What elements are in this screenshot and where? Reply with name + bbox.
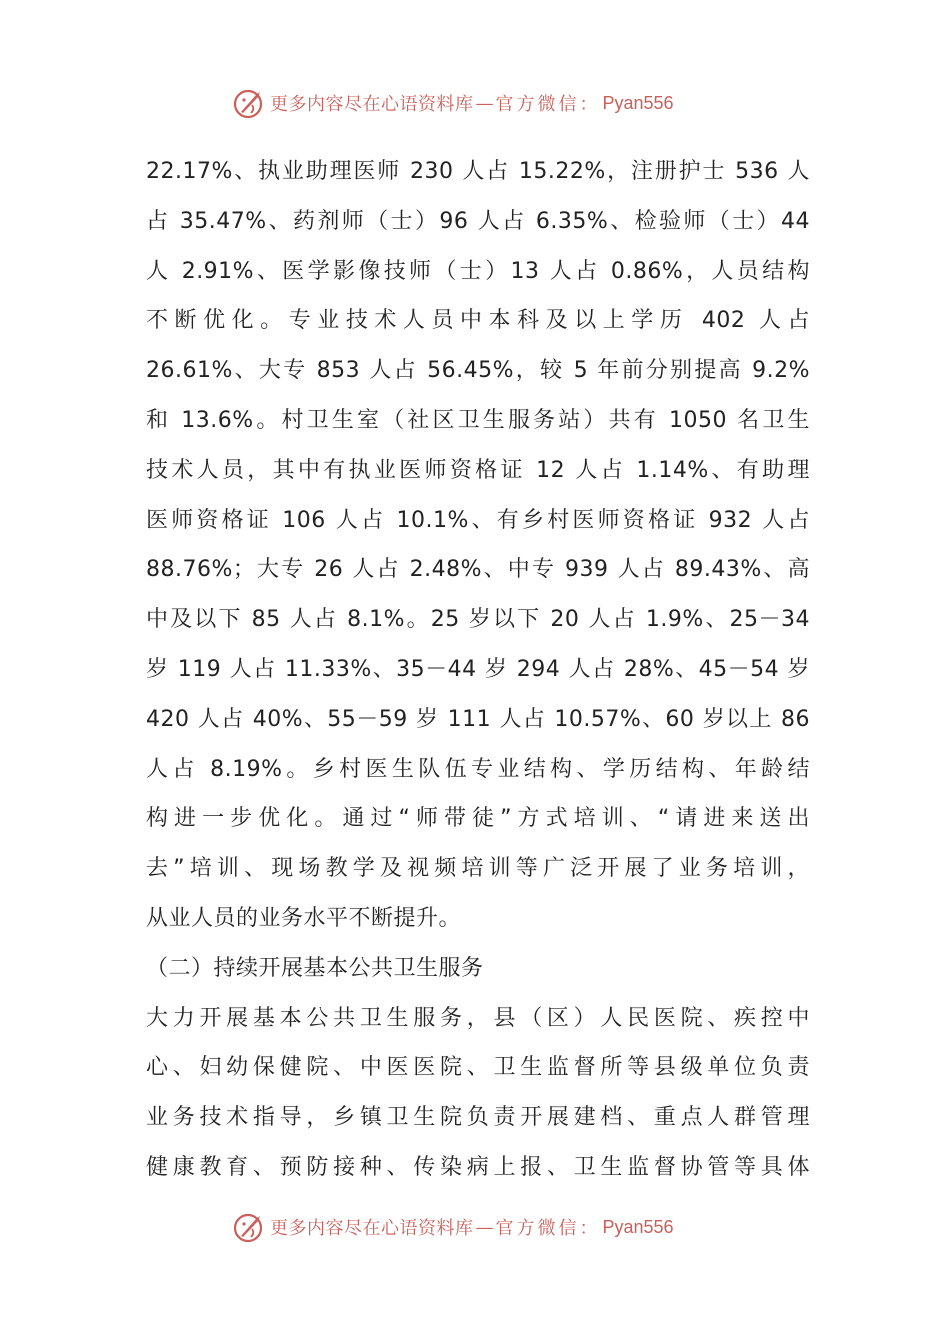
body-text [146,147,810,1193]
watermark-dash: — [475,92,494,114]
text-line: 医师资格证 106 人占 10.1%、有乡村医师资格证 932 人占 [146,507,810,533]
text-line: 22.17%、执业助理医师 230 人占 15.22%，注册护士 536 人 [146,159,810,184]
text-line: 占 35.47%、药剂师（士）96 人占 6.35%、检验师（士）44 [146,208,810,234]
text-line: 从业人员的业务水平不断提升。 [146,905,462,931]
watermark-text: 更多内容尽在心语资料库 [270,1218,474,1239]
section-heading: （二）持续开展基本公共卫生服务 [146,955,484,981]
watermark-header [232,86,674,120]
text-line: 心、妇幼保健院、中医医院、卫生监督所等县级单位负责 [146,1055,810,1081]
text-line: 中及以下 85 人占 8.1%。25 岁以下 20 人占 1.9%、25－34 [146,607,810,633]
text-line: 技术人员，其中有执业医师资格证 12 人占 1.14%、有助理 [146,457,810,483]
text-line: 26.61%、大专 853 人占 56.45%，较 5 年前分别提高 9.2% [146,358,810,384]
text-line: 人占 8.19%。乡村医生队伍专业结构、学历结构、年龄结 [146,756,810,782]
text-line: 88.76%；大专 26 人占 2.48%、中专 939 人占 89.43%、高 [146,557,810,583]
text-line: 构进一步优化。通过“师带徒”方式培训、“请进来送出 [146,806,810,832]
text-line: 大力开展基本公共卫生服务，县（区）人民医院、疾控中 [146,1005,810,1031]
watermark-footer [232,1210,674,1244]
text-line: 420 人占 40%、55－59 岁 111 人占 10.57%、60 岁以上 86 [146,706,810,732]
text-line: 健康教育、预防接种、传染病上报、卫生监督协管等具体 [146,1154,810,1180]
watermark-wechat-id: Pyan556 [602,1216,674,1237]
text-line: 和 13.6%。村卫生室（社区卫生服务站）共有 1050 名卫生 [146,407,810,433]
watermark-label: 官方微信： [495,1218,601,1239]
watermark-label: 官方微信： [495,94,601,115]
text-line: 人 2.91%、医学影像技师（士）13 人占 0.86%，人员结构 [146,258,810,284]
watermark-text: 更多内容尽在心语资料库 [270,94,474,115]
pen-logo-icon [232,1210,266,1244]
text-line: 去”培训、现场教学及视频培训等广泛开展了业务培训， [146,856,810,882]
text-line: 业务技术指导，乡镇卫生院负责开展建档、重点人群管理 [146,1105,810,1131]
watermark-wechat-id: Pyan556 [602,92,674,113]
text-line: 不断优化。专业技术人员中本科及以上学历 402 人占 [146,308,810,334]
text-line: 岁 119 人占 11.33%、35－44 岁 294 人占 28%、45－54 岁 [146,656,810,682]
watermark-dash: — [475,1216,494,1238]
pen-logo-icon [232,86,266,120]
